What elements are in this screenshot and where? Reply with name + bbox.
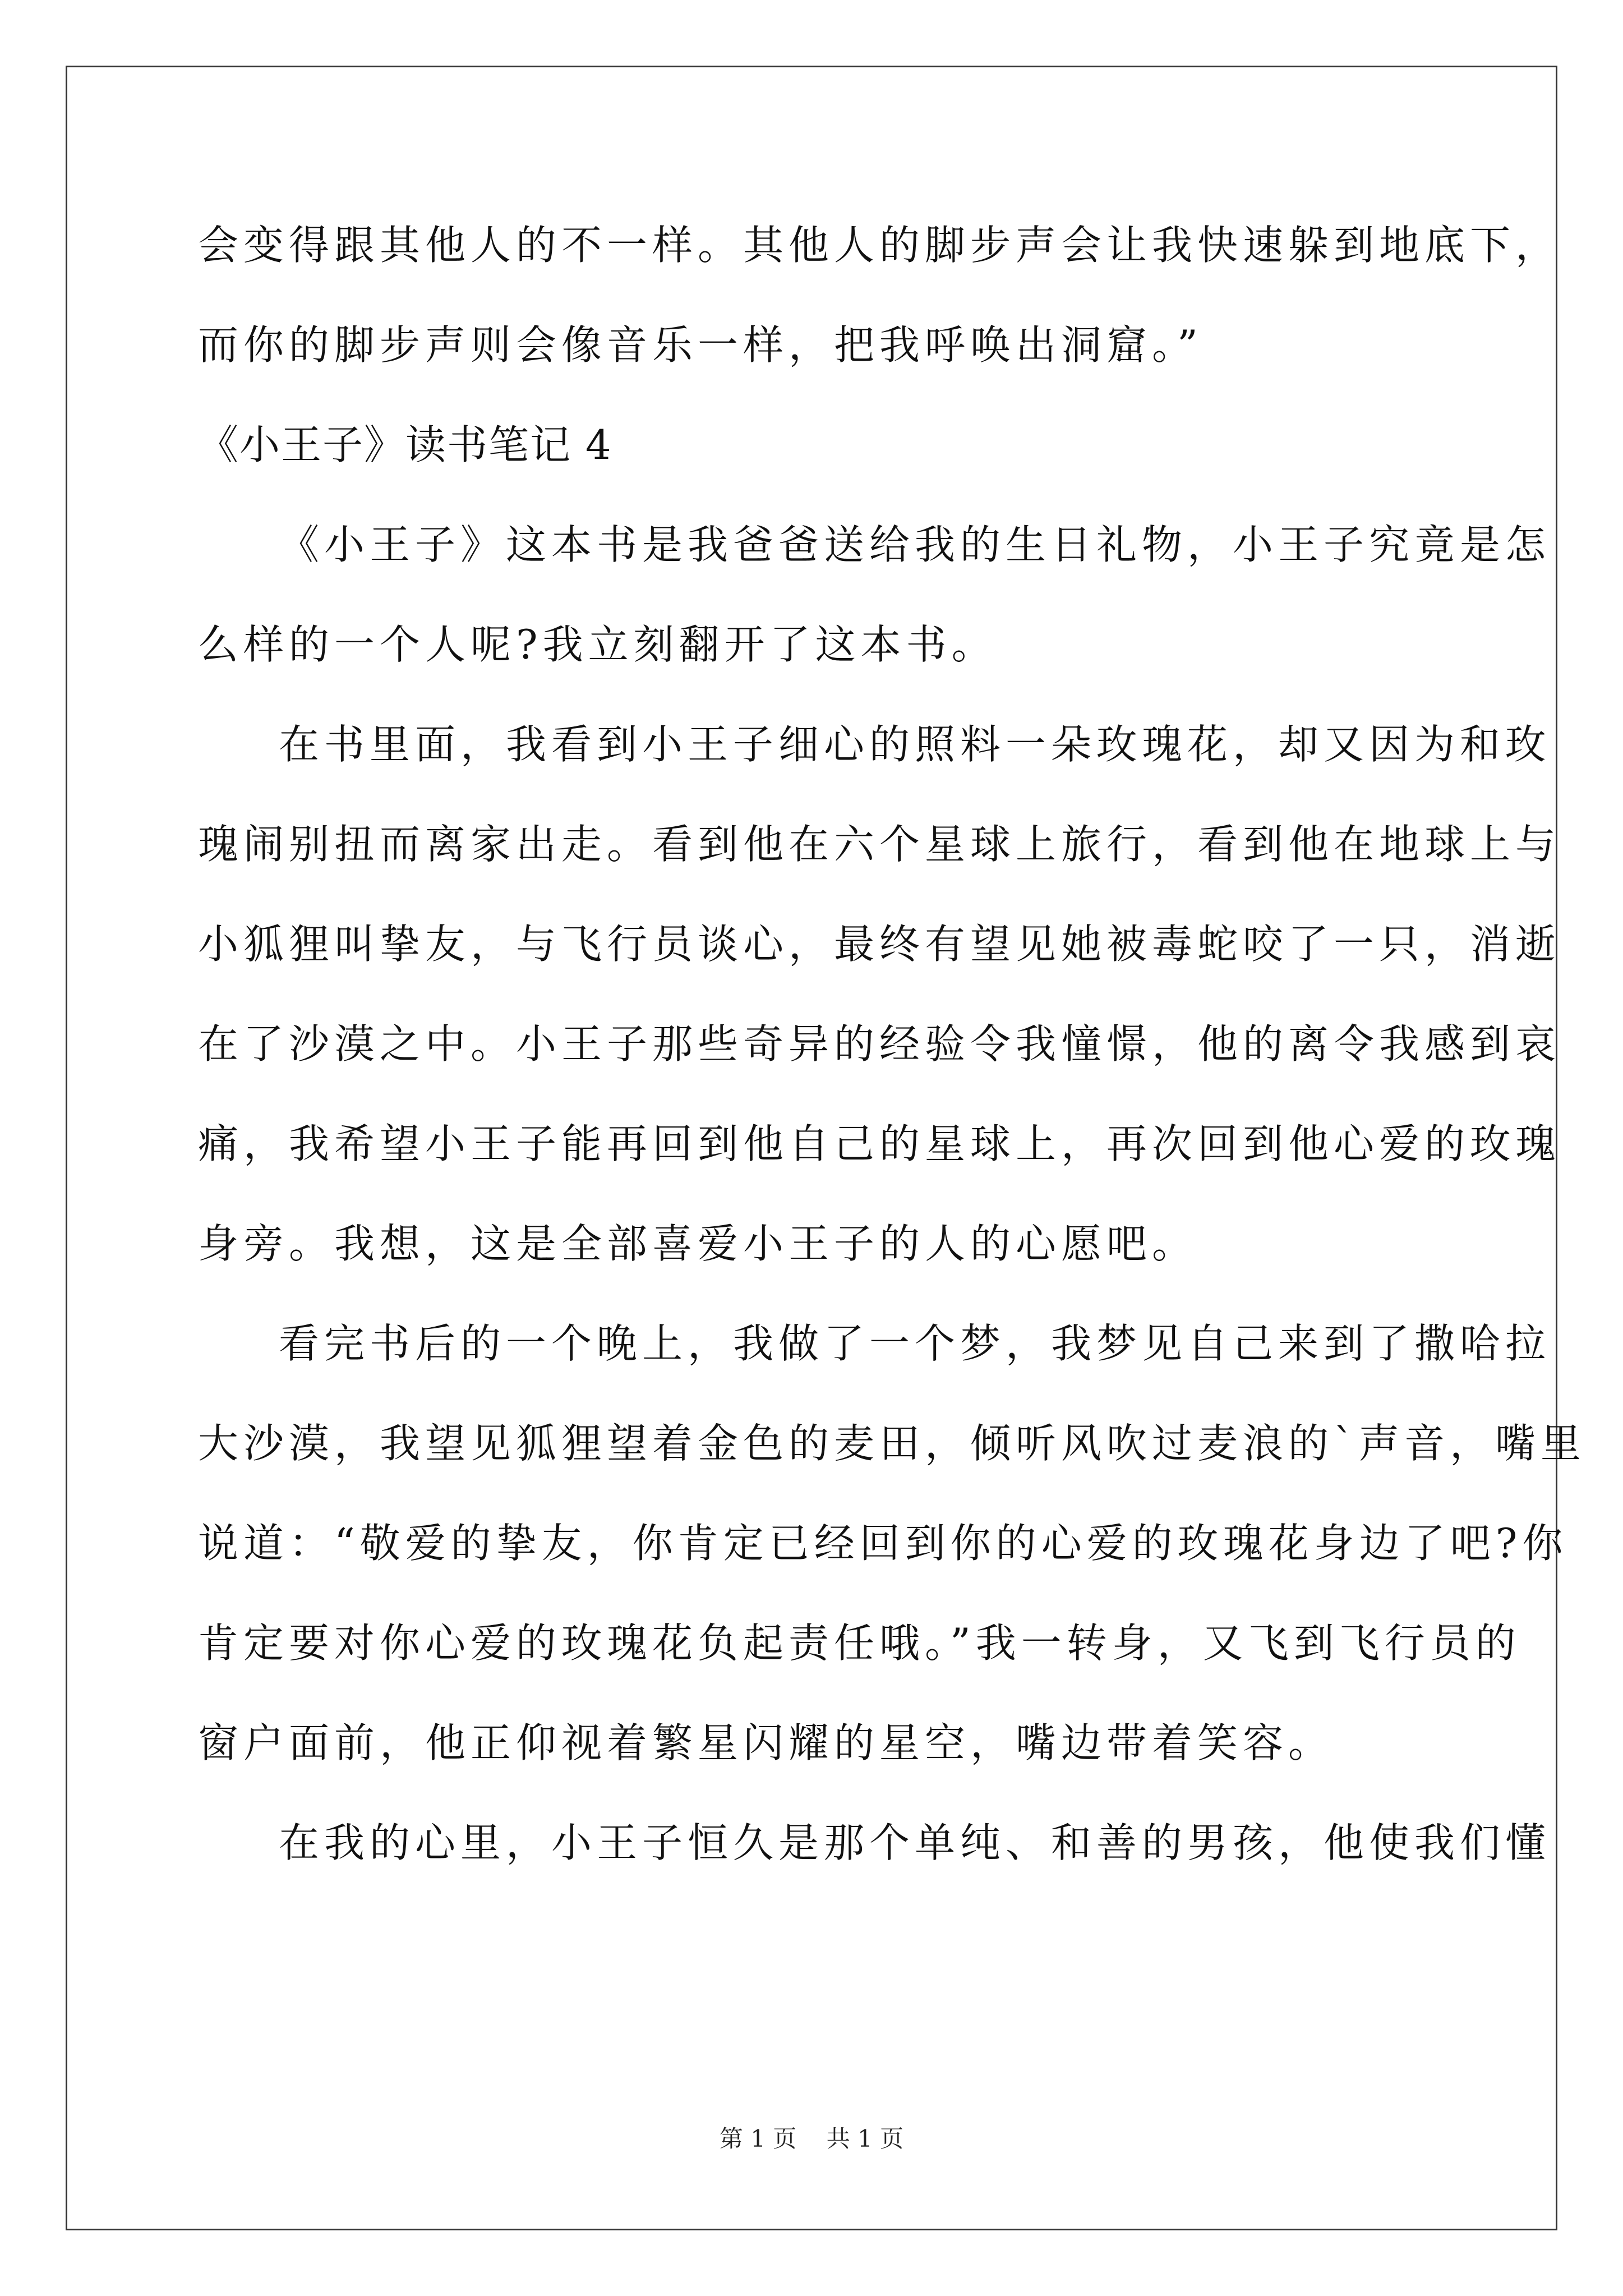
paragraph-2-line-3: 小狐狸叫挚友，与飞行员谈心，最终有望见她被毒蛇咬了一只，消逝 [198,921,1561,968]
paragraph-3-line-2: 大沙漠，我望见狐狸望着金色的麦田，倾听风吹过麦浪的`声音，嘴里 [198,1420,1587,1467]
paragraph-4-line-1: 在我的心里，小王子恒久是那个单纯、和善的男孩，他使我们懂 [279,1819,1551,1866]
paragraph-3-line-1: 看完书后的一个晚上，我做了一个梦，我梦见自己来到了撒哈拉 [279,1320,1551,1367]
paragraph-1-line-2: 么样的一个人呢?我立刻翻开了这本书。 [198,621,997,668]
text-line-2: 而你的脚步声则会像音乐一样，把我呼唤出洞窟。” [198,321,1203,369]
paragraph-2-line-2: 瑰闹别扭而离家出走。看到他在六个星球上旅行，看到他在地球上与 [198,821,1561,868]
text-line-1: 会变得跟其他人的不一样。其他人的脚步声会让我快速躲到地底下， [198,222,1561,269]
page-number-footer: 第 1 页 共 1 页 [719,2125,904,2152]
paragraph-2-line-1: 在书里面，我看到小王子细心的照料一朵玫瑰花，却又因为和玫 [279,721,1551,768]
paragraph-2-line-4: 在了沙漠之中。小王子那些奇异的经验令我憧憬，他的离令我感到哀 [198,1020,1561,1068]
paragraph-1-line-1: 《小王子》这本书是我爸爸送给我的生日礼物，小王子究竟是怎 [279,521,1551,568]
paragraph-2-line-6: 身旁。我想，这是全部喜爱小王子的人的心愿吧。 [198,1220,1198,1267]
document-body [198,195,1587,1893]
paragraph-2-line-5: 痛，我希望小王子能再回到他自己的星球上，再次回到他心爱的玫瑰 [198,1120,1561,1167]
paragraph-3-line-3: 说道：“敬爱的挚友，你肯定已经回到你的心爱的玫瑰花身边了吧?你 [198,1520,1568,1567]
paragraph-3-line-5: 窗户面前，他正仰视着繁星闪耀的星空，嘴边带着笑容。 [198,1719,1334,1766]
paragraph-3-line-4: 肯定要对你心爱的玫瑰花负起责任哦。”我一转身，又飞到飞行员的 [198,1619,1521,1667]
section-heading: 《小王子》读书笔记 4 [198,421,612,468]
